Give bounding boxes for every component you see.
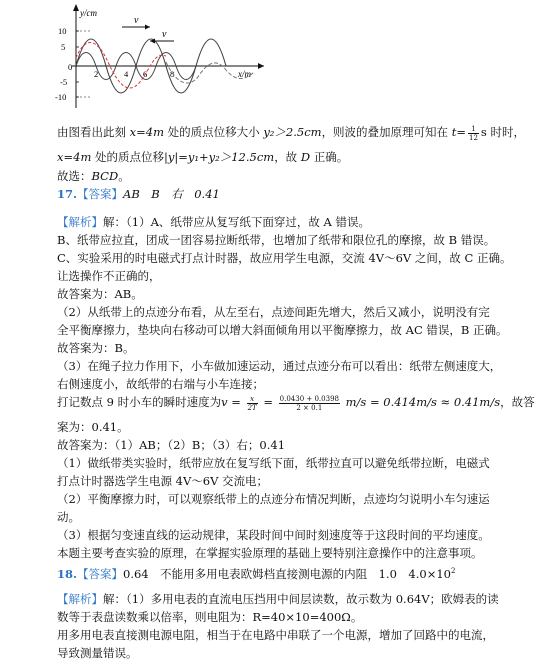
y-tick-neg5: -5 (60, 77, 68, 87)
text-line-28: 导致测量错误。 (57, 646, 138, 660)
x-axis-label: x/m (238, 69, 251, 79)
x-tick-4: 4 (124, 69, 129, 79)
text-line-27: 用多用电表直接测电源电阻，相当于在电路中串联了一个电源，增加了回路中的电流， (57, 628, 494, 642)
text-line-18: （1）做纸带类实验时，纸带应放在复写纸下面，纸带拉直可以避免纸带拉断，电磁式 (57, 456, 490, 470)
x-axis-arrow (258, 63, 264, 69)
text-line-10: （2）从纸带上的点迹分布看，从左至右，点迹间距先增大，然后又减小，说明没有完 (57, 305, 490, 319)
text-line-14: 右侧速度小，故纸带的右端与小车连接； (57, 377, 264, 391)
y-axis-arrow (73, 4, 79, 11)
text-line-3: 故选：BCD。 (57, 169, 130, 183)
text-line-21: 动。 (57, 510, 80, 524)
x-tick-8: 8 (170, 69, 175, 79)
y-tick-5: 5 (61, 42, 66, 52)
y-axis-label: y/cm (80, 8, 97, 18)
fraction-1-12: $\frac{1}{12}$ (468, 124, 478, 142)
velocity-label-1: v (134, 15, 139, 26)
text-line-9: 故答案为：AB。 (57, 287, 143, 301)
y-tick-0: 0 (68, 62, 73, 72)
text-line-12: 故答案为：B。 (57, 341, 135, 355)
fraction-x-2T: $\frac{x}{2T}$ (247, 394, 257, 412)
x-tick-6: 6 (143, 69, 148, 79)
fraction-values: $\frac{0.0430 + 0.0398}{2 \times 0.1}$ (279, 394, 339, 412)
wave-red-dashed (76, 43, 166, 88)
text-line-17: 故答案为：（1）AB；（2）B；（3）右；0.41 (57, 438, 286, 452)
text-line-16: 案为：0.41。 (57, 420, 129, 434)
text-line-19: 打点计时器选学生电源 4V～6V 交流电； (57, 474, 269, 488)
q18-answer-line: 18.【答案】0.64 不能用多用电表欧姆档直接测电源的内阻 1.0 $4.0\times 10^2$ (57, 566, 456, 581)
x-tick-2: 2 (94, 69, 99, 79)
text-line-23: 本题主要考查实验的原理，在掌握实验原理的基础上要特别注意操作中的注意事项。 (57, 546, 483, 560)
q18-analysis-line: 【解析】解：（1）多用电表的直流电压挡用中间层读数，故示数为 0.64V；欧姆表的读 (57, 592, 499, 606)
text-line-22: （3）根据匀变速直线的运动规律，某段时间中间时刻速度等于这段时间的平均速度。 (57, 528, 490, 542)
q17-analysis-line: 【解析】解：（1）A、纸带应从复写纸下面穿过，故 A 错误。 (57, 215, 370, 229)
q17-answer-line: 17.【答案】AB B 右 0.41 (57, 187, 220, 201)
wave-graph (50, 0, 270, 112)
text-line-7: C、实验采用的时电磁式打点计时器，故应用学生电源，交流 4V～6V 之间，故 C 正确。 (57, 251, 512, 265)
velocity-label-2: v (162, 29, 167, 40)
text-line-8: 让选操作不正确的， (57, 269, 161, 283)
text-line-11: 全平衡摩擦力，垫块向右移动可以增大斜面倾角用以平衡摩擦力，故 AC 错误，B 正确。 (57, 323, 508, 337)
text-line-13: （3）在绳子拉力作用下，小车做加速运动，通过点迹分布可以看出：纸带左侧速度大， (57, 359, 502, 373)
text-line-2: x=4m 处的质点位移|y|=y₁+y₂＞12.5cm，故 D 正确。 (57, 150, 349, 164)
text-line-6: B、纸带应拉直，团成一团容易拉断纸带，也增加了纸带和限位孔的摩擦，故 B 错误。 (57, 233, 496, 247)
y-tick-neg10: -10 (55, 92, 67, 102)
y-tick-10: 10 (58, 26, 67, 36)
text-line-20: （2）平衡摩擦力时，可以观察纸带上的点迹分布情况判断，点迹均匀说明小车匀速运 (57, 492, 490, 506)
velocity-formula-line: 打记数点 9 时小车的瞬时速度为v = $\frac{x}{2T}$ = $\frac{0.0430 + 0.0398}{2 \times 0.1}$ m/s = 0.414m/s ≈ 0.41m/s，故答 (57, 394, 535, 412)
text-line-26: 数等于表盘读数乘以倍率，则电阻为：R=40×10=400Ω。 (57, 610, 363, 624)
text-line-1: 由图看出此刻 x=4m 处的质点位移大小 y₂＞2.5cm，则波的叠加原理可知在 t= $\frac{1}{12}$ s 时时， (57, 124, 525, 142)
